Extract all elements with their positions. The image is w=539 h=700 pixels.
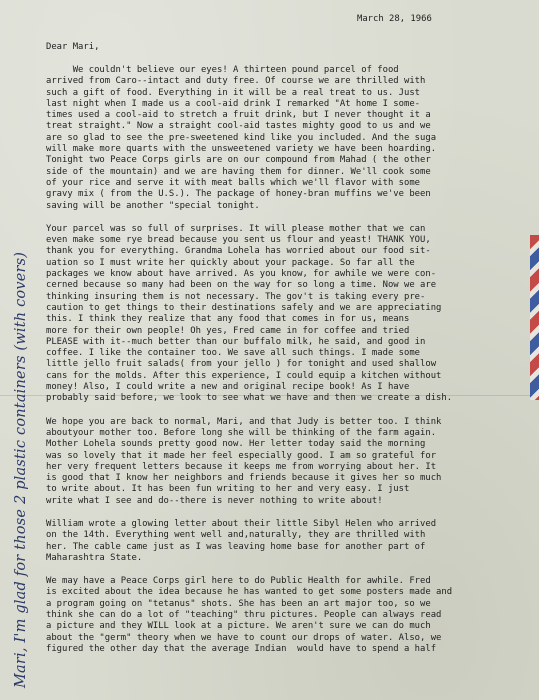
letter-line: last night when I made us a cool-aid drink I remarked "At home I some- [46, 98, 421, 109]
letter-line: little jello fruit salads( from your jello ) for tonight and used shallow [46, 359, 437, 370]
letter-line: treat straight." Now a straight cool-aid tastes mighty good to us and we [46, 121, 431, 132]
letter-line: Tonight two Peace Corps girls are on our compound from Mahad ( the other [46, 155, 431, 166]
letter-salutation: Dear Mari, [46, 42, 100, 52]
letter-line: saving will be another "special tonight. [46, 200, 260, 211]
letter-line: such a gift of food. Everything in it will be a real treat to us. Just [46, 87, 421, 98]
letter-line: her. The cable came just as I was leaving home base for another part of [46, 541, 426, 552]
letter-line: figured the other day that the average Indian would have to spend a half [46, 643, 437, 654]
letter-line: on the 14th. Everything went well and,naturally, they are thrilled with [46, 530, 426, 541]
letter-paragraph [46, 576, 516, 655]
letter-line: times used a cool-aid to stretch a fruit drink, but I never thought it a [46, 110, 431, 121]
letter-line: a picture and they WILL look at a picture. We aren't sure we can do much [46, 621, 431, 632]
letter-line: more for their own people! Oh yes, Fred came in for coffee and tried [46, 325, 410, 336]
letter-line: of your rice and serve it with meat balls which we'll flavor with some [46, 177, 421, 188]
letter-line: probably said before, we look to see what we have and then we create a dish. [46, 393, 453, 404]
letter-line: coffee. I like the container too. We save all such things. I made some [46, 348, 421, 359]
letter-line: cans for the molds. After this experience, I could equip a kitchen without [46, 370, 442, 381]
letter-paragraphs [46, 65, 516, 667]
letter-line: was so lovely that it made her feel especially good. I am so grateful for [46, 450, 437, 461]
letter-line: cerned because so many had been on the way for so long a time. Now we are [46, 280, 437, 291]
letter-line: side of the mountain) and we are having them for dinner. We'll cook some [46, 166, 431, 177]
letter-paragraph [46, 417, 516, 507]
letter-date: March 28, 1966 [357, 14, 432, 24]
letter-line: thinking insuring them is not necessary. The gov't is taking every pre- [46, 291, 426, 302]
letter-line: Your parcel was so full of surprises. It will please mother that we can [46, 223, 426, 234]
airmail-stripe-edge [530, 235, 539, 400]
letter-paragraph [46, 519, 516, 564]
letter-line: to write about. It has been fun writing to her and very easy. I just [46, 484, 410, 495]
letter-line: Mother Lohela sounds pretty good now. Her letter today said the morning [46, 439, 426, 450]
letter-line: a program going on "tetanus" shots. She has been an art major too, so we [46, 598, 431, 609]
letter-line: aboutyour mother too. Before long she will be thinking of the farm again. [46, 427, 437, 438]
letter-line: write what I see and do--there is never nothing to write about! [46, 495, 383, 506]
letter-line: packages we know about have arrived. As you know, for awhile we were con- [46, 269, 437, 280]
letter-line: gravy mix ( from the U.S.). The package of honey-bran muffins we've been [46, 189, 431, 200]
letter-line: PLEASE with it--much better than our buffalo milk, he said, and good in [46, 336, 426, 347]
letter-line: her very frequent letters because it keeps me from worrying about her. It [46, 461, 437, 472]
letter-line: We hope you are back to normal, Mari, and that Judy is better too. I think [46, 416, 442, 427]
letter-line: this. I think they realize that any food that comes in for us, means [46, 314, 410, 325]
letter-line: money! Also, I could write a new and original recipe book! As I have [46, 382, 410, 393]
letter-line: is good that I know her neighbors and friends because it gives her so much [46, 473, 442, 484]
letter-paragraph [46, 65, 516, 212]
letter-line: even make some rye bread because you sent us flour and yeast! THANK YOU, [46, 235, 431, 246]
letter-paragraph [46, 224, 516, 405]
handwritten-margin-note: Mari, I'm glad for those 2 plastic containers (with covers) [13, 251, 29, 688]
letter-line: are so glad to see the pre-sweetened kind like you included. And the suga [46, 132, 437, 143]
letter-line: uation so I must write her quickly about your package. So far all the [46, 257, 415, 268]
letter-line: will make more quarts with the unsweetened variety we have been hoarding. [46, 144, 437, 155]
letter-line: We couldn't believe our eyes! A thirteen pound parcel of food [46, 65, 399, 75]
letter-line: arrived from Caro--intact and duty free. Of course we are thrilled with [46, 76, 426, 87]
letter-line: is excited about the idea because he has wanted to get some posters made and [46, 587, 453, 598]
letter-line: caution to get things to their destinations safely and we are appreciating [46, 302, 442, 313]
letter-line: Maharashtra State. [46, 552, 143, 563]
letter-line: about the "germ" theory when we have to count our drops of water. Also, we [46, 632, 442, 643]
letter-line: thank you for everything. Grandma Lohela has worried about our food sit- [46, 246, 431, 257]
letter-line: think she can do a lot of "teaching" thru pictures. People can always read [46, 610, 442, 621]
letter-line: We may have a Peace Corps girl here to do Public Health for awhile. Fred [46, 576, 431, 587]
letter-line: William wrote a glowing letter about their little Sibyl Helen who arrived [46, 518, 437, 529]
